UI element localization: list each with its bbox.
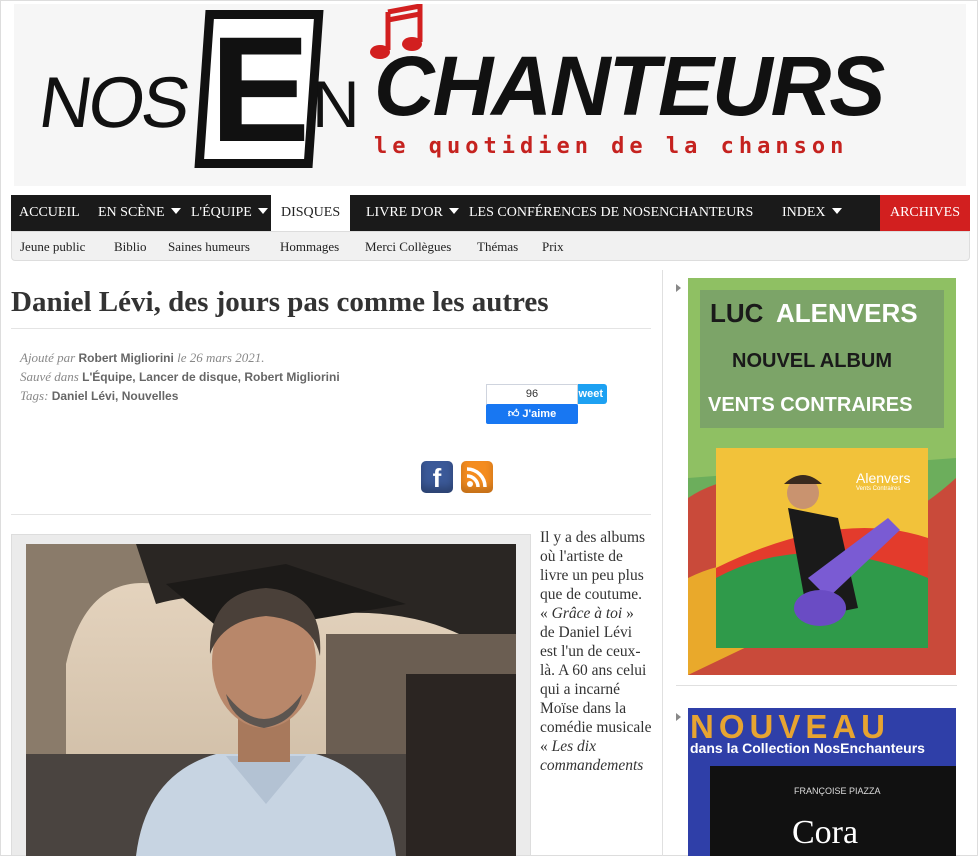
subnav-merci-collegues[interactable]: Merci Collègues	[365, 239, 452, 254]
site-header[interactable]	[14, 4, 966, 186]
ad1-nouvel-album: NOUVEL ALBUM	[732, 350, 892, 372]
main-nav	[11, 195, 970, 231]
ad1-cover-title: Alenvers	[856, 470, 911, 486]
nav-livre-dor[interactable]: LIVRE D'OR	[366, 195, 459, 231]
ad1-alenvers: ALENVERS	[776, 298, 918, 328]
nav-disques[interactable]: DISQUES	[271, 195, 350, 231]
ad2-headline: NOUVEAU	[690, 708, 891, 745]
sidebar-divider	[662, 270, 663, 856]
rss-icon[interactable]	[461, 461, 493, 493]
subnav-hommages[interactable]: Hommages	[280, 239, 340, 254]
logo-chanteurs: CHANTEURS	[374, 39, 884, 133]
subnav-saines-humeurs[interactable]: Saines humeurs	[168, 239, 250, 254]
book-author: FRANÇOISE PIAZZA	[794, 786, 881, 796]
meta-divider	[11, 514, 651, 515]
sidebar-rule	[676, 685, 957, 686]
subnav-prix[interactable]: Prix	[542, 239, 564, 254]
ad2-subline: dans la Collection NosEnchanteurs	[690, 740, 925, 756]
subnav-jeune-public[interactable]: Jeune public	[20, 239, 86, 254]
meta-categories: Sauvé dans L'Équipe, Lancer de disque, Robert Migliorini	[20, 369, 340, 384]
logo-nos: NOS	[34, 63, 193, 143]
ad-luc-alenvers[interactable]	[688, 278, 956, 675]
meta-author: Ajouté par Robert Migliorini le 26 mars 2021.	[20, 350, 265, 365]
article-title: Daniel Lévi, des jours pas comme les autres	[11, 286, 549, 318]
chevron-down-icon	[258, 208, 268, 214]
chevron-down-icon	[832, 208, 842, 214]
ad1-cover-sub: Vents Contraires	[856, 486, 901, 492]
ad1-luc: LUC	[710, 298, 764, 328]
chevron-down-icon	[449, 208, 459, 214]
nav-conferences[interactable]: LES CONFÉRENCES DE NOSENCHANTEURS	[469, 205, 754, 220]
book-title: Cora	[792, 814, 859, 851]
tag-links[interactable]: Daniel Lévi, Nouvelles	[51, 389, 179, 403]
facebook-like-widget	[486, 384, 578, 424]
author-link[interactable]: Robert Migliorini	[78, 351, 174, 365]
subnav-biblio[interactable]: Biblio	[114, 239, 147, 254]
bullet-arrow-icon	[676, 713, 681, 721]
nav-en-scene[interactable]: EN SCÈNE	[98, 195, 181, 231]
ad1-vents-contraires: VENTS CONTRAIRES	[708, 394, 913, 416]
facebook-icon[interactable]: f	[421, 461, 453, 493]
title-divider	[11, 328, 651, 329]
article-body: Il y a des albums où l'artiste de livre un peu plus que de coutume. « Grâce à toi » de Daniel Lévi est l'un de ceux-là. A 60 ans celui qui a incarné Moïse dans la comédie musicale « Les dix commandements	[540, 529, 652, 774]
ad-collection-nosenchanteurs[interactable]	[688, 708, 956, 856]
meta-tags: Tags: Daniel Lévi, Nouvelles	[20, 388, 179, 403]
article-photo[interactable]	[26, 544, 516, 856]
chevron-down-icon	[171, 208, 181, 214]
tweet-button[interactable]: weet	[570, 384, 607, 404]
category-links[interactable]: L'Équipe, Lancer de disque, Robert Migliorini	[82, 370, 340, 384]
nav-accueil[interactable]: ACCUEIL	[19, 205, 80, 220]
nav-equipe[interactable]: L'ÉQUIPE	[191, 195, 268, 231]
thumbs-up-icon: 👍︎	[507, 408, 523, 420]
like-count: 96	[486, 384, 578, 405]
like-button[interactable]: 👍︎ J'aime	[486, 404, 578, 424]
nav-index[interactable]: INDEX	[782, 195, 842, 231]
bullet-arrow-icon	[676, 284, 681, 292]
subnav-themas[interactable]: Thémas	[477, 239, 519, 254]
book-cover	[710, 766, 956, 856]
nav-archives[interactable]: ARCHIVES	[880, 195, 970, 231]
sub-nav	[11, 231, 970, 261]
logo-e: E	[210, 5, 311, 173]
site-tagline: le quotidien de la chanson	[374, 134, 849, 159]
logo-n: N	[312, 67, 358, 141]
